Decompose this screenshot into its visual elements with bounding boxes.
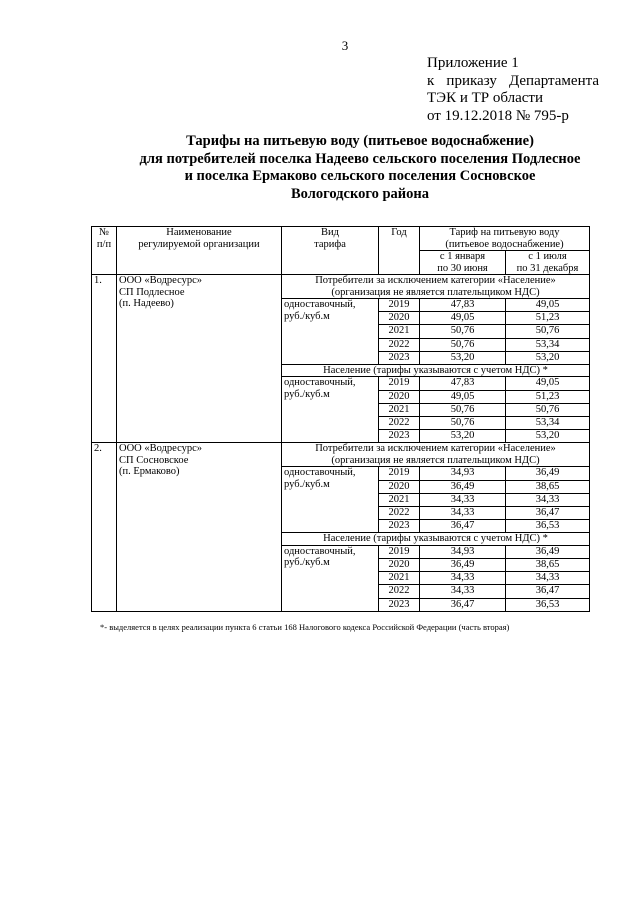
tariff-table xyxy=(91,226,590,612)
tariff-type: одноставочный, руб./куб.м xyxy=(282,467,379,533)
year-cell: 2023 xyxy=(379,351,420,364)
header-type: Вид тарифа xyxy=(282,227,379,275)
org-name: ООО «Водресурс» СП Подлесное (п. Надеево) xyxy=(117,275,282,443)
tariff-h2-cell: 38,65 xyxy=(506,559,590,572)
consumer-category: Потребители за исключением категории «Население» (организация не является плательщиком НДС) xyxy=(282,443,590,467)
tariff-h2-cell: 53,20 xyxy=(506,430,590,443)
year-cell: 2021 xyxy=(379,325,420,338)
tariff-h1-cell: 36,49 xyxy=(420,559,506,572)
title-line: Тарифы на питьевую воду (питьевое водоснабжение) xyxy=(186,133,534,149)
tariff-h2-cell: 36,49 xyxy=(506,545,590,558)
tariff-h1-cell: 47,83 xyxy=(420,299,506,312)
consumer-category: Население (тарифы указываются с учетом НДС) * xyxy=(282,533,590,546)
tariff-h1-cell: 53,20 xyxy=(420,430,506,443)
title-line: Вологодского района xyxy=(291,185,429,202)
tariff-h1-cell: 49,05 xyxy=(420,390,506,403)
tariff-h1-cell: 49,05 xyxy=(420,312,506,325)
consumer-category: Население (тарифы указываются с учетом НДС) * xyxy=(282,364,590,377)
tariff-h1-cell: 34,93 xyxy=(420,545,506,558)
year-cell: 2020 xyxy=(379,312,420,325)
tariff-h2-cell: 51,23 xyxy=(506,312,590,325)
tariff-h2-cell: 51,23 xyxy=(506,390,590,403)
tariff-h2-cell: 34,33 xyxy=(506,493,590,506)
year-cell: 2020 xyxy=(379,559,420,572)
document-title xyxy=(100,133,620,203)
year-cell: 2022 xyxy=(379,585,420,598)
year-cell: 2021 xyxy=(379,572,420,585)
year-cell: 2019 xyxy=(379,377,420,390)
tariff-h2-cell: 36,47 xyxy=(506,506,590,519)
tariff-h1-cell: 36,47 xyxy=(420,520,506,533)
tariff-h1-cell: 34,33 xyxy=(420,506,506,519)
tariff-type: одноставочный, руб./куб.м xyxy=(282,299,379,365)
tariff-h2-cell: 36,49 xyxy=(506,467,590,480)
year-cell: 2023 xyxy=(379,430,420,443)
header-year: Год xyxy=(379,227,420,275)
tariff-h2-cell: 36,53 xyxy=(506,598,590,611)
tariff-h1-cell: 34,33 xyxy=(420,493,506,506)
category-row xyxy=(92,443,590,467)
year-cell: 2020 xyxy=(379,390,420,403)
tariff-h2-cell: 50,76 xyxy=(506,403,590,416)
tariff-h2-cell: 34,33 xyxy=(506,572,590,585)
tariff-h1-cell: 50,76 xyxy=(420,325,506,338)
org-index: 2. xyxy=(92,443,117,611)
header-org: Наименование регулируемой организации xyxy=(117,227,282,275)
tariff-h1-cell: 53,20 xyxy=(420,351,506,364)
org-name: ООО «Водресурс» СП Сосновское (п. Ермаково) xyxy=(117,443,282,611)
year-cell: 2020 xyxy=(379,480,420,493)
appendix-line: к приказу Департамента xyxy=(427,72,599,89)
appendix-block xyxy=(427,55,599,125)
year-cell: 2019 xyxy=(379,299,420,312)
tariff-type: одноставочный, руб./куб.м xyxy=(282,545,379,611)
year-cell: 2023 xyxy=(379,598,420,611)
tariff-h1-cell: 34,33 xyxy=(420,572,506,585)
tariff-h1-cell: 50,76 xyxy=(420,403,506,416)
footnote: *- выделяется в целях реализации пункта 6 статьи 168 Налогового кодекса Российской Федерации (часть вторая) xyxy=(100,622,510,632)
consumer-category: Потребители за исключением категории «Население» (организация не является плательщиком НДС) xyxy=(282,275,590,299)
header-tariff: Тариф на питьевую воду (питьевое водоснабжение) xyxy=(420,227,590,251)
tariff-h1-cell: 34,33 xyxy=(420,585,506,598)
year-cell: 2021 xyxy=(379,493,420,506)
category-row xyxy=(92,275,590,299)
tariff-h1-cell: 36,47 xyxy=(420,598,506,611)
tariff-h1-cell: 47,83 xyxy=(420,377,506,390)
year-cell: 2022 xyxy=(379,506,420,519)
tariff-h2-cell: 53,34 xyxy=(506,417,590,430)
header-num: № п/п xyxy=(92,227,117,275)
header-h1: с 1 января по 30 июня xyxy=(420,251,506,275)
table-body xyxy=(92,275,590,612)
tariff-h2-cell: 50,76 xyxy=(506,325,590,338)
appendix-line: Приложение 1 xyxy=(427,55,519,71)
tariff-h2-cell: 53,20 xyxy=(506,351,590,364)
page-number: 3 xyxy=(341,38,349,53)
tariff-h1-cell: 36,49 xyxy=(420,480,506,493)
tariff-h1-cell: 50,76 xyxy=(420,338,506,351)
appendix-line: ТЭК и ТР области xyxy=(427,90,543,106)
tariff-h1-cell: 34,93 xyxy=(420,467,506,480)
tariff-h2-cell: 53,34 xyxy=(506,338,590,351)
year-cell: 2019 xyxy=(379,545,420,558)
year-cell: 2022 xyxy=(379,417,420,430)
year-cell: 2022 xyxy=(379,338,420,351)
header-h2: с 1 июля по 31 декабря xyxy=(506,251,590,275)
title-line: и поселка Ермаково сельского поселения Сосновское xyxy=(184,168,536,184)
tariff-h2-cell: 36,53 xyxy=(506,520,590,533)
tariff-h2-cell: 36,47 xyxy=(506,585,590,598)
tariff-type: одноставочный, руб./куб.м xyxy=(282,377,379,443)
tariff-h1-cell: 50,76 xyxy=(420,417,506,430)
appendix-line: от 19.12.2018 № 795-р xyxy=(427,107,569,124)
tariff-h2-cell: 49,05 xyxy=(506,299,590,312)
title-line: для потребителей поселка Надеево сельского поселения Подлесное xyxy=(139,150,581,167)
year-cell: 2019 xyxy=(379,467,420,480)
org-index: 1. xyxy=(92,275,117,443)
tariff-h2-cell: 49,05 xyxy=(506,377,590,390)
year-cell: 2021 xyxy=(379,403,420,416)
year-cell: 2023 xyxy=(379,520,420,533)
tariff-h2-cell: 38,65 xyxy=(506,480,590,493)
